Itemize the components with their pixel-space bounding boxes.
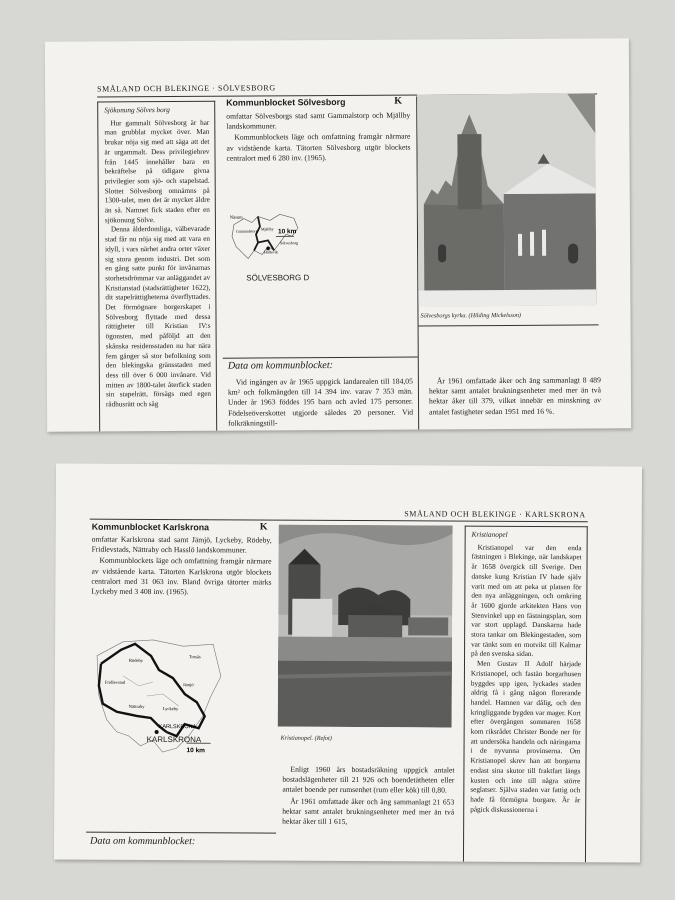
data-paragraph: År 1961 omfattade åker och äng sammanlagt 8 489 hektar samt antalet brukningsenheter med mer än två hektar åker till 379, vilket innebär en minskning av antalet fastigheter sedan 1951 med 16 %. — [428, 375, 602, 417]
map-label: Jämjö — [182, 682, 194, 688]
map-label: Lyckeby — [162, 706, 179, 712]
data-column — [228, 377, 413, 431]
sidebar-paragraph: Men Gustav II Adolf härjade Kristianopel, och fastän borgarhusen byggdes upp igen, lyckades staden aldrig få i gång någon florerande handel. Hamnen var dålig, och den kringliggande bygden var mager. Kort efter övergången sommaren 1658 kom riksrådet Christer Bonde ner för att undersöka handeln och näringarna i de nyvunna provinserna. Om Kristianopel skrev han att borgarna endast sina skutor till fraktfart längs kusten och inte till några större seglatser. Själva staden var fattig och hade få förmögna borgare. Är år pågick diskussionerna i — [470, 659, 582, 814]
intro-column — [91, 535, 271, 624]
town-marker — [155, 730, 159, 734]
municipality-map — [228, 206, 306, 278]
map-scale-label: 10 km — [186, 747, 205, 755]
photo-caption: Kristianopel. (Refot) — [280, 734, 332, 742]
data-paragraph: År 1961 omfattade åker och äng sammanlagt 21 653 hektar samt antalet brukningsenheter med mer än två hektar åker till 1 615, — [282, 796, 455, 827]
data-heading: Data om kommunblocket: — [227, 360, 334, 372]
harbour-photo — [278, 525, 453, 728]
map-label: Mjällby — [260, 226, 274, 232]
caption-rule — [419, 324, 599, 326]
sidebar-box — [97, 101, 217, 432]
intro-paragraph: Kommunblockets läge och omfattning framgår närmare av vidstående karta. Tätorten Sölvesborg utgör blockets centralort med 6 280 inv. (1965). — [226, 131, 411, 163]
map-label: Gammalstorp — [235, 228, 258, 234]
sidebar-box — [463, 526, 588, 863]
map-label: Fridlevstad — [104, 679, 126, 685]
sidebar-paragraph: Hur gammalt Sölvesborg är har man grubblat mycket över. Man brukar nöja sig med att säga att det är urgammalt. Dess privilegiebrev från 1445 innehåller bara en bekräftelse på tidigare givna privilegier som sjö- och stapelstad. Slottet Sölvesborg omnämns på 1300-talet, men det är mycket äldre än så. Namnet fick staden efter en sjökonung Sölve. — [104, 118, 210, 225]
map-district-label: KARLSKRONA — [158, 724, 197, 731]
postcard-solvesborg — [45, 38, 631, 432]
postcard-karlskrona — [54, 463, 642, 862]
map-town-label — [246, 273, 309, 282]
block-letter: K — [259, 521, 268, 533]
map-label: Rödeby — [128, 657, 144, 663]
harbour-photo-image — [278, 525, 453, 728]
column-rule — [223, 357, 418, 359]
church-photo-image — [417, 93, 596, 306]
sidebar-paragraph: Kristianopel var den enda fästningen i Blekinge, när landskapet år 1658 övergick till Sverige. Den danske kung Kristian IV hade själv varit med om att peka ut platsen för den nya anläggningen, och omkring år 1600 gjorde arkitekten Hans von Stenvinkel upp en fästningsplan, som var stort upplagd. Danskarna hade stora tankar om Blekingestaden, som var tänkt som en motvikt till Kalmar på den svenska sidan. — [471, 543, 582, 659]
sidebar-title: Kristianopel — [471, 530, 508, 539]
block-code: D — [303, 273, 310, 283]
block-title: Kommunblocket Karlskrona — [91, 521, 210, 533]
intro-paragraph: Kommunblockets läge och omfattning framgår närmare av vidstående karta. Tätorten Karlskrona utgör blockets centralort med 31 063 inv. Bland övriga tätorter märks Lyckeby med 3 408 inv. (1965). — [91, 556, 272, 597]
map-parish-lines — [123, 676, 179, 706]
section-header: SMÅLAND OCH BLEKINGE · SÖLVESBORG — [97, 83, 276, 94]
map-label: Torsås — [189, 654, 201, 660]
block-letter: K — [394, 95, 402, 107]
map-label: Sölvesborg — [280, 240, 298, 246]
column-rule — [86, 832, 276, 834]
data-paragraph: Enligt 1960 års bostadsräkning uppgick antalet bostadslägenheter till 21 926 och boendetätheten eller antalet boende per rumsenhet (rum eller kök) till 0,80. — [282, 764, 455, 795]
sidebar-title: Sjökonung Sölves borg — [104, 106, 170, 115]
church-photo — [417, 93, 596, 306]
right-data-column — [429, 375, 601, 429]
town-name: SÖLVESBORG — [246, 273, 302, 283]
map-boundary — [99, 664, 167, 732]
map-label: Näsum — [229, 214, 243, 220]
data-paragraph: Vid ingången av år 1965 uppgick landarealen till 184,05 km² och folkmängden till 14 394 inv. varav 7 353 män. Under år 1963 föddes 195 barn och avled 175 personer. Födelseöverskottet utgjorde således 20 personer. Vid folkräkningstill- — [227, 376, 414, 428]
map-town-label: KARLSKRONA — [146, 734, 202, 745]
map-label: Nättraby — [128, 703, 145, 709]
intro-paragraph: omfattar Sölvesborgs stad samt Gammalstorp och Mjällby landskommuner. — [226, 110, 411, 131]
map-scale-label: 10 km — [277, 228, 297, 236]
sidebar-paragraph: Denna ålderdomliga, välbevarade stad får nu nöja sig med att vara en idyll, i vars närhet andra orter växer sig stora genom industri. Det som en gång satte punkt för invånarnas storhetsdrömmar var anläggandet av Kristianstad (stadsrättigheter 1622), dit stapelrättigheterna överflyttades. Det förmögnare borgerskapet i Sölvesborg flyttade med dessa rättigheter till Kristian IV:s ögonsten, med påföljd att den skånska residensstaden nu har nära fem gånger så stor befolkning som den blekingska gränsstaden med dess till över 6 000 invånare. Vid mitten av 1800-talet återfick staden sin stapelrätt, försägs med egen rådhusrätt och såg — [104, 225, 211, 409]
section-header: SMÅLAND OCH BLEKINGE · KARLSKRONA — [404, 509, 586, 520]
data-heading: Data om kommunblocket: — [90, 835, 196, 848]
intro-column — [226, 111, 410, 182]
intro-paragraph: omfattar Karlskrona stad samt Jämjö, Lyckeby, Rödeby, Fridlevstads, Nättraby och Hasslö landskommuner. — [91, 534, 272, 555]
map-label: Hällevik — [264, 249, 278, 255]
middle-data-column — [282, 765, 455, 862]
block-title: Kommunblocket Sölvesborg — [226, 96, 346, 108]
photo-caption: Sölvesborgs kyrka. (Hilding Mickelsson) — [420, 311, 521, 320]
